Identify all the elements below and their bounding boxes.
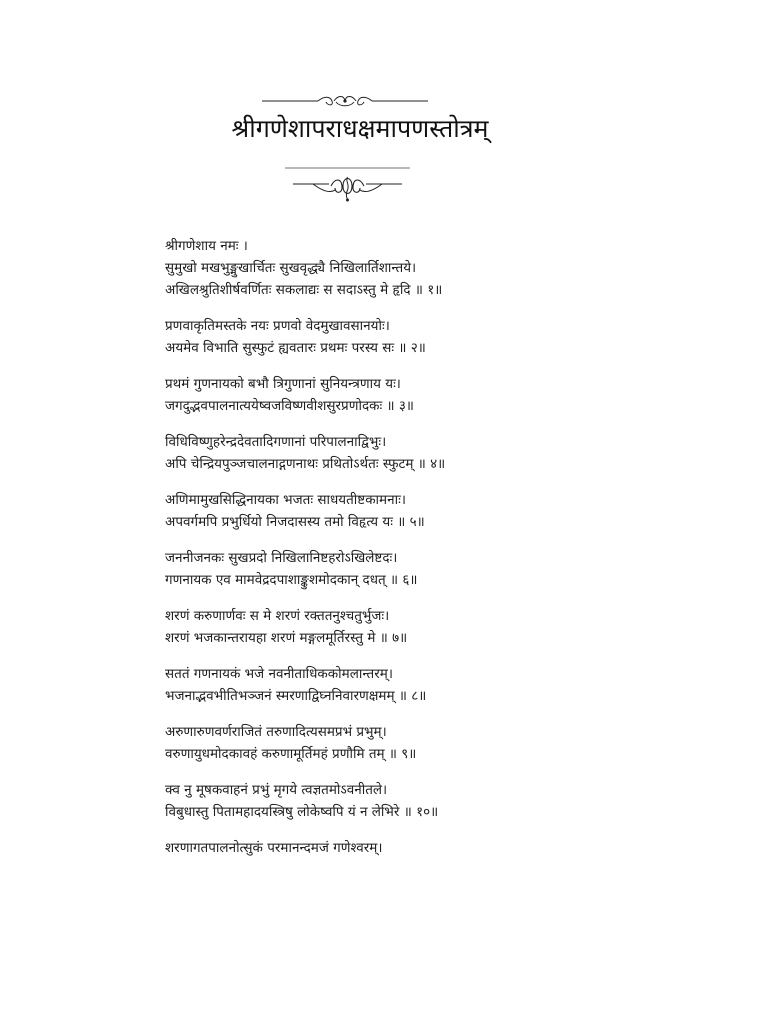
stanza-4 bbox=[165, 431, 605, 475]
verse-line: अखिलश्रुतिशीर्षवर्णितः सकलाद्यः स सदाऽस्तु मे हृदि ॥ १॥ bbox=[165, 282, 443, 298]
stanza-6 bbox=[165, 547, 605, 591]
stanza-10 bbox=[165, 779, 605, 823]
verse-line: प्रथमं गुणनायको बभौ त्रिगुणानां सुनियन्त्रणाय यः। bbox=[165, 376, 401, 392]
verse-line: जगदुद्भवपालनात्ययेष्वजविष्णवीशसुरप्रणोदकः ॥ ३॥ bbox=[165, 398, 415, 414]
verse-line: सततं गणनायकं भजे नवनीताधिककोमलान्तरम्। bbox=[165, 666, 393, 682]
top-flourish-ornament bbox=[262, 93, 428, 109]
divider-ornament bbox=[285, 164, 410, 214]
verse-line: गणनायक एव मामवेद्रदपाशाङ्कुशमोदकान् दधत् ॥ ६॥ bbox=[165, 572, 418, 588]
invocation-line: श्रीगणेशाय नमः । bbox=[165, 238, 248, 254]
page-title: श्रीगणेशापराधक्षमापणस्तोत्रम् bbox=[231, 114, 489, 143]
verse-line: अपि चेन्द्रियपुञ्जचालनाद्गणनाथः प्रथितोऽर्थतः स्फुटम् ॥ ४॥ bbox=[165, 456, 446, 472]
stanza-2 bbox=[165, 315, 605, 359]
stanza-3 bbox=[165, 373, 605, 417]
verse-line: अरुणारुणवर्णराजितं तरुणादित्यसमप्रभं प्रभुम्। bbox=[165, 724, 387, 740]
verse-line: भजनाद्भवभीतिभञ्जनं स्मरणाद्विघ्ननिवारणक्षमम् ॥ ८॥ bbox=[165, 688, 427, 704]
stanza-1 bbox=[165, 257, 605, 301]
stanza-7 bbox=[165, 605, 605, 649]
stanza-11 bbox=[165, 837, 605, 859]
verse-line: शरणं करुणार्णवः स मे शरणं रक्ततनुश्चतुर्भुजः। bbox=[165, 608, 390, 624]
verse-line: अणिमामुखसिद्धिनायका भजतः साधयतीष्टकामनाः। bbox=[165, 492, 406, 508]
stotra-body bbox=[165, 235, 605, 873]
verse-line: प्रणवाकृतिमस्तके नयः प्रणवो वेदमुखावसानयोः। bbox=[165, 318, 390, 334]
stanza-8 bbox=[165, 663, 605, 707]
verse-line: विबुधास्तु पितामहादयस्त्रिषु लोकेष्वपि यं न लेभिरे ॥ १०॥ bbox=[165, 804, 439, 820]
verse-line: अयमेव विभाति सुस्फुटं ह्यवतारः प्रथमः परस्य सः ॥ २॥ bbox=[165, 340, 426, 356]
verse-line: जननीजनकः सुखप्रदो निखिलानिष्टहरोऽखिलेष्टदः। bbox=[165, 550, 398, 566]
stanza-5 bbox=[165, 489, 605, 533]
verse-line: विधिविष्णुहरेन्द्रदेवतादिगणानां परिपालनाद्विभुः। bbox=[165, 434, 387, 450]
verse-line: क्व नु मूषकवाहनं प्रभुं मृगये त्वज्ञतमोऽवनीतले। bbox=[165, 782, 388, 798]
verse-line: अपवर्गमपि प्रभुर्धियो निजदासस्य तमो विहृत्य यः ॥ ५॥ bbox=[165, 514, 425, 530]
verse-line: शरणागतपालनोत्सुकं परमानन्दमजं गणेश्वरम्। bbox=[165, 840, 383, 856]
verse-line: वरुणायुधमोदकावहं करुणामूर्तिमहं प्रणौमि तम् ॥ ९॥ bbox=[165, 746, 417, 762]
verse-line: शरणं भजकान्तरायहा शरणं मङ्गलमूर्तिरस्तु मे ॥ ७॥ bbox=[165, 630, 408, 646]
stanza-9 bbox=[165, 721, 605, 765]
verse-line: सुमुखो मखभुङ्मुखार्चितः सुखवृद्ध्यै निखिलार्तिशान्तये। bbox=[165, 260, 417, 276]
